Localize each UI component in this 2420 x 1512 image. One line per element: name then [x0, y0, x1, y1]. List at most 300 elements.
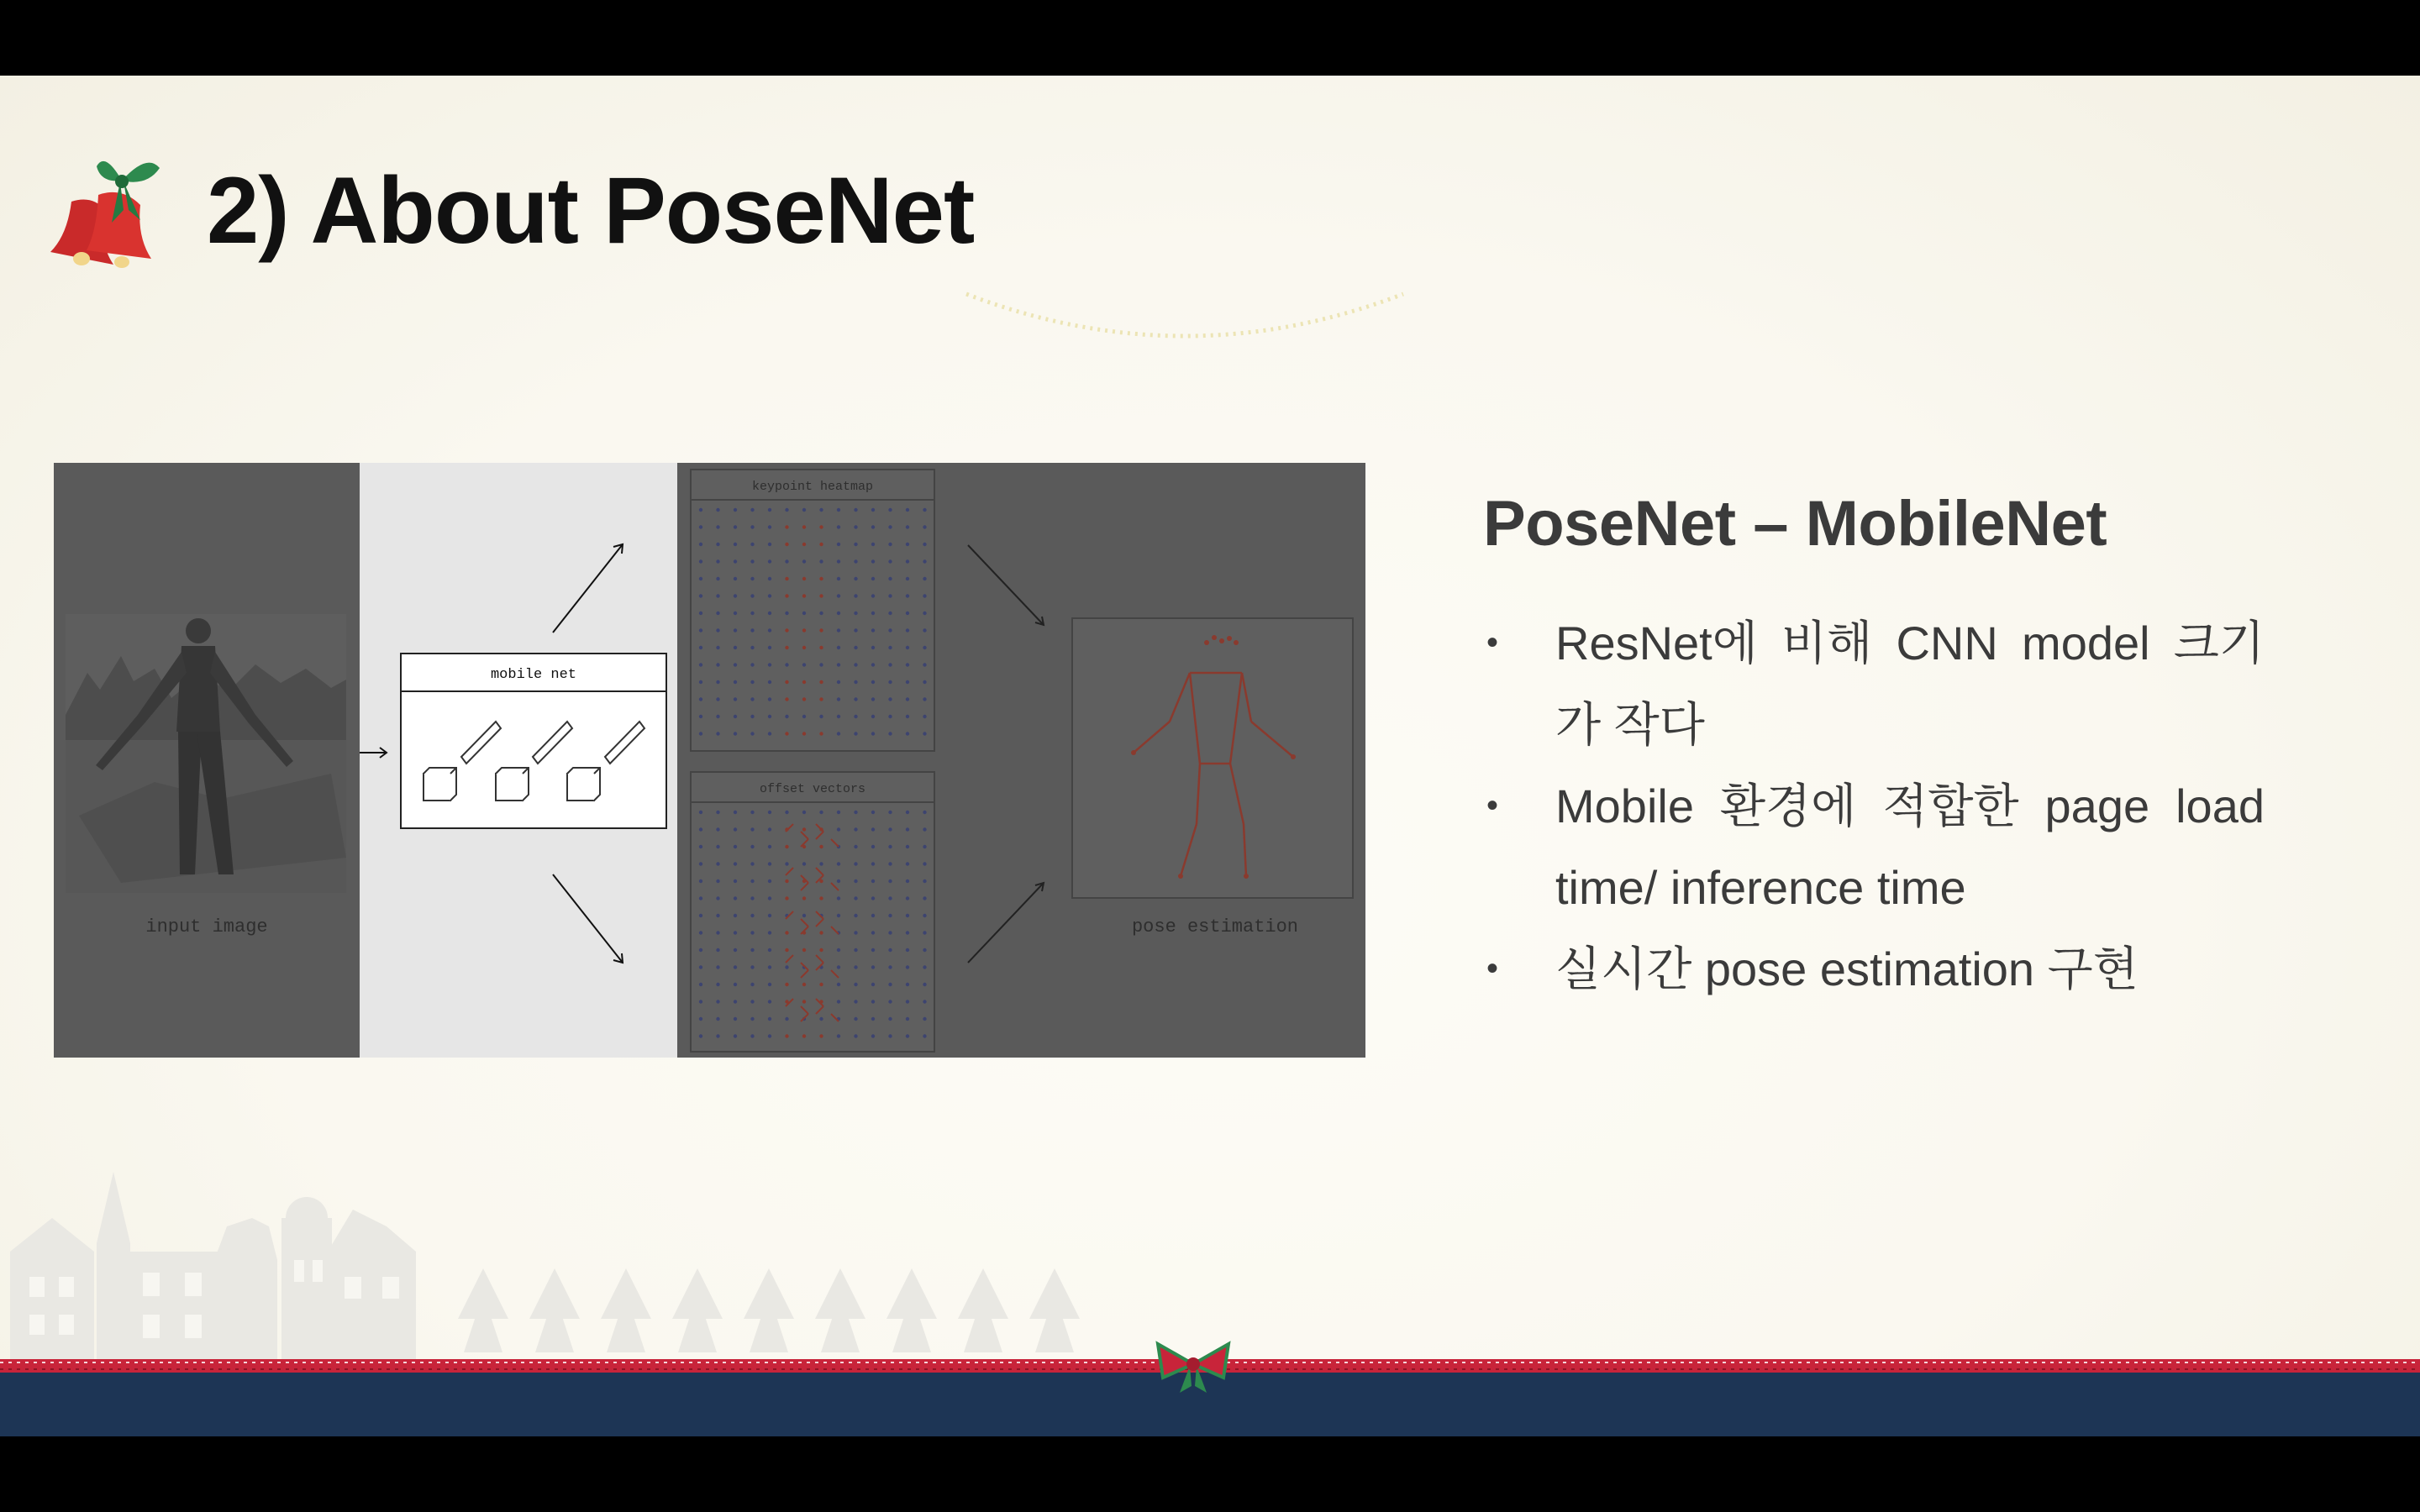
grid-dot: [785, 879, 788, 883]
grid-dot: [923, 931, 926, 934]
grid-dot: [819, 663, 823, 666]
grid-dot: [750, 914, 754, 917]
grid-dot: [923, 508, 926, 512]
grid-dot: [699, 931, 702, 934]
grid-dot: [837, 559, 840, 563]
grid-dot: [888, 525, 892, 528]
grid-dot: [837, 594, 840, 597]
grid-dot: [785, 1034, 788, 1037]
grid-dot: [734, 628, 737, 632]
grid-dot: [699, 543, 702, 546]
grid-dot: [819, 612, 823, 615]
grid-dot: [923, 1017, 926, 1021]
grid-dot: [923, 594, 926, 597]
grid-dot: [837, 612, 840, 615]
grid-dot: [819, 680, 823, 684]
grid-dot: [888, 948, 892, 952]
grid-dot: [871, 1034, 875, 1037]
grid-dot: [802, 827, 806, 831]
grid-dot: [750, 612, 754, 615]
grid-dot: [734, 965, 737, 969]
grid-dot: [716, 680, 719, 684]
grid-dot: [854, 811, 857, 814]
grid-dot: [750, 811, 754, 814]
grid-dot: [768, 896, 771, 900]
grid-dot: [837, 1034, 840, 1037]
grid-dot: [854, 1017, 857, 1021]
grid-dot: [750, 663, 754, 666]
grid-dot: [837, 983, 840, 986]
grid-dot: [837, 948, 840, 952]
grid-dot: [819, 1017, 823, 1021]
grid-dot: [854, 732, 857, 735]
grid-dot: [750, 1017, 754, 1021]
grid-dot: [906, 827, 909, 831]
grid-dot: [819, 559, 823, 563]
grid-dot: [699, 559, 702, 563]
grid-dot: [785, 612, 788, 615]
grid-dot: [750, 879, 754, 883]
grid-dot: [734, 594, 737, 597]
grid-dot: [716, 914, 719, 917]
grid-dot: [837, 732, 840, 735]
grid-dot: [716, 931, 719, 934]
grid-dot: [923, 914, 926, 917]
grid-dot: [837, 508, 840, 512]
grid-dot: [923, 646, 926, 649]
grid-dot: [906, 715, 909, 718]
grid-dot: [768, 680, 771, 684]
grid-dot: [888, 594, 892, 597]
grid-dot: [854, 896, 857, 900]
grid-dot: [734, 1000, 737, 1003]
grid-dot: [906, 594, 909, 597]
grid-dot: [785, 983, 788, 986]
input-image-label: input image: [145, 916, 268, 937]
grid-dot: [871, 680, 875, 684]
grid-dot: [854, 525, 857, 528]
keypoint-heatmap: [691, 470, 934, 751]
grid-dot: [888, 811, 892, 814]
grid-dot: [888, 628, 892, 632]
grid-dot: [699, 811, 702, 814]
grid-dot: [750, 862, 754, 865]
grid-dot: [768, 663, 771, 666]
grid-dot: [837, 646, 840, 649]
grid-dot: [802, 697, 806, 701]
grid-dot: [819, 732, 823, 735]
grid-dot: [768, 594, 771, 597]
grid-dot: [768, 862, 771, 865]
grid-dot: [734, 525, 737, 528]
grid-dot: [716, 525, 719, 528]
grid-dot: [802, 628, 806, 632]
grid-dot: [923, 983, 926, 986]
grid-dot: [906, 508, 909, 512]
grid-dot: [854, 983, 857, 986]
grid-dot: [819, 811, 823, 814]
grid-dot: [923, 612, 926, 615]
grid-dot: [785, 1017, 788, 1021]
grid-dot: [716, 983, 719, 986]
grid-dot: [734, 948, 737, 952]
grid-dot: [785, 811, 788, 814]
grid-dot: [888, 508, 892, 512]
grid-dot: [750, 896, 754, 900]
grid-dot: [750, 680, 754, 684]
grid-dot: [734, 680, 737, 684]
grid-dot: [819, 931, 823, 934]
grid-dot: [785, 680, 788, 684]
grid-dot: [699, 628, 702, 632]
grid-dot: [785, 965, 788, 969]
grid-dot: [819, 879, 823, 883]
grid-dot: [888, 715, 892, 718]
grid-dot: [837, 577, 840, 580]
grid-dot: [871, 508, 875, 512]
grid-dot: [888, 1000, 892, 1003]
grid-dot: [750, 845, 754, 848]
grid-dot: [768, 811, 771, 814]
grid-dot: [768, 879, 771, 883]
grid-dot: [888, 577, 892, 580]
grid-dot: [871, 543, 875, 546]
grid-dot: [802, 646, 806, 649]
grid-dot: [785, 508, 788, 512]
garland-icon: [958, 286, 1412, 344]
grid-dot: [750, 732, 754, 735]
grid-dot: [716, 508, 719, 512]
grid-dot: [871, 663, 875, 666]
grid-dot: [837, 827, 840, 831]
bullet-text: ResNet에 비해 CNN model 크기가 작다: [1555, 617, 2265, 751]
grid-dot: [854, 965, 857, 969]
grid-dot: [750, 1034, 754, 1037]
grid-dot: [734, 715, 737, 718]
grid-dot: [716, 594, 719, 597]
grid-dot: [750, 646, 754, 649]
grid-dot: [923, 628, 926, 632]
bullet-marker: •: [1486, 950, 1499, 987]
grid-dot: [734, 1017, 737, 1021]
grid-dot: [854, 543, 857, 546]
grid-dot: [906, 612, 909, 615]
grid-dot: [716, 663, 719, 666]
grid-dot: [837, 543, 840, 546]
grid-dot: [734, 508, 737, 512]
grid-dot: [699, 948, 702, 952]
grid-dot: [768, 983, 771, 986]
grid-dot: [854, 827, 857, 831]
grid-dot: [716, 577, 719, 580]
grid-dot: [888, 827, 892, 831]
grid-dot: [923, 896, 926, 900]
grid-dot: [716, 1017, 719, 1021]
offset-vectors-label: offset vectors: [759, 782, 866, 796]
grid-dot: [802, 680, 806, 684]
grid-dot: [906, 914, 909, 917]
grid-dot: [871, 715, 875, 718]
grid-dot: [699, 508, 702, 512]
grid-dot: [888, 663, 892, 666]
grid-dot: [750, 628, 754, 632]
grid-dot: [699, 715, 702, 718]
grid-dot: [819, 845, 823, 848]
grid-dot: [734, 914, 737, 917]
grid-dot: [854, 628, 857, 632]
grid-dot: [802, 577, 806, 580]
grid-dot: [888, 896, 892, 900]
grid-dot: [768, 559, 771, 563]
grid-dot: [768, 845, 771, 848]
pose-estimation-label: pose estimation: [1131, 916, 1299, 937]
grid-dot: [888, 1034, 892, 1037]
grid-dot: [819, 508, 823, 512]
mobile-net-label: mobile net: [490, 667, 577, 683]
grid-dot: [699, 577, 702, 580]
grid-dot: [888, 646, 892, 649]
slide-title: 2) About PoseNet: [207, 157, 975, 263]
grid-dot: [906, 931, 909, 934]
grid-dot: [716, 827, 719, 831]
grid-dot: [768, 914, 771, 917]
grid-dot: [888, 680, 892, 684]
grid-dot: [888, 559, 892, 563]
grid-dot: [699, 914, 702, 917]
grid-dot: [854, 931, 857, 934]
grid-dot: [716, 1034, 719, 1037]
grid-dot: [750, 948, 754, 952]
grid-dot: [768, 948, 771, 952]
grid-dot: [888, 697, 892, 701]
grid-dot: [888, 732, 892, 735]
grid-dot: [854, 948, 857, 952]
offset-vectors: [691, 772, 934, 1052]
grid-dot: [923, 827, 926, 831]
text-column: [1483, 487, 2265, 1010]
grid-dot: [768, 508, 771, 512]
grid-dot: [837, 879, 840, 883]
grid-dot: [871, 948, 875, 952]
grid-dot: [906, 1000, 909, 1003]
grid-dot: [854, 559, 857, 563]
grid-dot: [768, 577, 771, 580]
grid-dot: [699, 1017, 702, 1021]
grid-dot: [837, 697, 840, 701]
grid-dot: [750, 543, 754, 546]
grid-dot: [768, 931, 771, 934]
grid-dot: [923, 663, 926, 666]
grid-dot: [750, 715, 754, 718]
grid-dot: [785, 628, 788, 632]
grid-dot: [906, 983, 909, 986]
grid-dot: [699, 646, 702, 649]
grid-dot: [785, 646, 788, 649]
grid-dot: [768, 1034, 771, 1037]
grid-dot: [785, 948, 788, 952]
title-row: [46, 134, 974, 286]
grid-dot: [716, 879, 719, 883]
grid-dot: [923, 1000, 926, 1003]
grid-dot: [871, 732, 875, 735]
grid-dot: [734, 559, 737, 563]
pose-estimation-output: [1072, 618, 1353, 898]
grid-dot: [734, 543, 737, 546]
section-subtitle: PoseNet – MobileNet: [1483, 488, 2107, 559]
grid-dot: [716, 612, 719, 615]
grid-dot: [699, 1000, 702, 1003]
input-photo: [66, 614, 346, 893]
grid-dot: [750, 577, 754, 580]
grid-dot: [716, 845, 719, 848]
grid-dot: [699, 879, 702, 883]
grid-dot: [734, 663, 737, 666]
bells-icon: [46, 143, 185, 277]
grid-dot: [906, 697, 909, 701]
grid-dot: [716, 715, 719, 718]
grid-dot: [734, 697, 737, 701]
grid-dot: [819, 948, 823, 952]
grid-dot: [923, 697, 926, 701]
posenet-diagram: [54, 463, 1365, 1058]
grid-dot: [888, 983, 892, 986]
grid-dot: [750, 559, 754, 563]
grid-dot: [871, 646, 875, 649]
grid-dot: [837, 1000, 840, 1003]
grid-dot: [888, 862, 892, 865]
grid-dot: [906, 965, 909, 969]
grid-dot: [768, 1017, 771, 1021]
grid-dot: [871, 827, 875, 831]
grid-dot: [819, 525, 823, 528]
grid-dot: [734, 983, 737, 986]
grid-dot: [768, 732, 771, 735]
bullet-item: [1483, 765, 2265, 928]
grid-dot: [802, 948, 806, 952]
grid-dot: [871, 965, 875, 969]
grid-dot: [906, 646, 909, 649]
grid-dot: [819, 697, 823, 701]
grid-dot: [785, 663, 788, 666]
grid-dot: [854, 715, 857, 718]
grid-dot: [906, 732, 909, 735]
grid-dot: [750, 508, 754, 512]
grid-dot: [923, 965, 926, 969]
grid-dot: [734, 862, 737, 865]
grid-dot: [716, 862, 719, 865]
grid-dot: [750, 525, 754, 528]
grid-dot: [734, 827, 737, 831]
grid-dot: [785, 525, 788, 528]
grid-dot: [768, 612, 771, 615]
grid-dot: [802, 715, 806, 718]
grid-dot: [854, 577, 857, 580]
grid-dot: [923, 845, 926, 848]
grid-dot: [819, 646, 823, 649]
grid-dot: [888, 1017, 892, 1021]
grid-dot: [854, 612, 857, 615]
grid-dot: [871, 862, 875, 865]
grid-dot: [802, 663, 806, 666]
grid-dot: [854, 1034, 857, 1037]
grid-dot: [716, 1000, 719, 1003]
grid-dot: [888, 965, 892, 969]
grid-dot: [923, 811, 926, 814]
grid-dot: [923, 525, 926, 528]
grid-dot: [871, 628, 875, 632]
grid-dot: [906, 543, 909, 546]
grid-dot: [923, 559, 926, 563]
bullet-text: 실시간 pose estimation 구현: [1555, 942, 2139, 995]
grid-dot: [854, 845, 857, 848]
grid-dot: [699, 732, 702, 735]
grid-dot: [768, 697, 771, 701]
grid-dot: [716, 697, 719, 701]
grid-dot: [785, 697, 788, 701]
grid-dot: [923, 879, 926, 883]
grid-dot: [699, 680, 702, 684]
grid-dot: [734, 1034, 737, 1037]
slide: [0, 76, 2420, 1436]
grid-dot: [699, 1034, 702, 1037]
bow-icon: [1151, 1337, 1235, 1396]
grid-dot: [802, 612, 806, 615]
grid-dot: [906, 1017, 909, 1021]
grid-dot: [699, 896, 702, 900]
grid-dot: [871, 845, 875, 848]
grid-dot: [819, 628, 823, 632]
grid-dot: [699, 697, 702, 701]
grid-dot: [785, 931, 788, 934]
grid-dot: [699, 965, 702, 969]
grid-dot: [819, 715, 823, 718]
grid-dot: [906, 845, 909, 848]
grid-dot: [906, 559, 909, 563]
grid-dot: [734, 845, 737, 848]
grid-dot: [819, 594, 823, 597]
grid-dot: [750, 1000, 754, 1003]
grid-dot: [854, 508, 857, 512]
grid-dot: [785, 594, 788, 597]
grid-dot: [837, 896, 840, 900]
grid-dot: [750, 594, 754, 597]
grid-dot: [819, 543, 823, 546]
grid-dot: [871, 983, 875, 986]
grid-dot: [906, 948, 909, 952]
grid-dot: [734, 879, 737, 883]
grid-dot: [716, 965, 719, 969]
village-icon: [0, 1168, 1176, 1361]
grid-dot: [837, 811, 840, 814]
grid-dot: [785, 732, 788, 735]
bullet-marker: •: [1486, 624, 1499, 661]
grid-dot: [923, 948, 926, 952]
grid-dot: [716, 948, 719, 952]
grid-dot: [923, 543, 926, 546]
grid-dot: [785, 845, 788, 848]
grid-dot: [785, 577, 788, 580]
grid-dot: [768, 543, 771, 546]
grid-dot: [854, 646, 857, 649]
grid-dot: [768, 827, 771, 831]
grid-dot: [837, 525, 840, 528]
grid-dot: [699, 594, 702, 597]
grid-dot: [888, 612, 892, 615]
grid-dot: [819, 1034, 823, 1037]
grid-dot: [923, 715, 926, 718]
grid-dot: [854, 680, 857, 684]
grid-dot: [906, 628, 909, 632]
